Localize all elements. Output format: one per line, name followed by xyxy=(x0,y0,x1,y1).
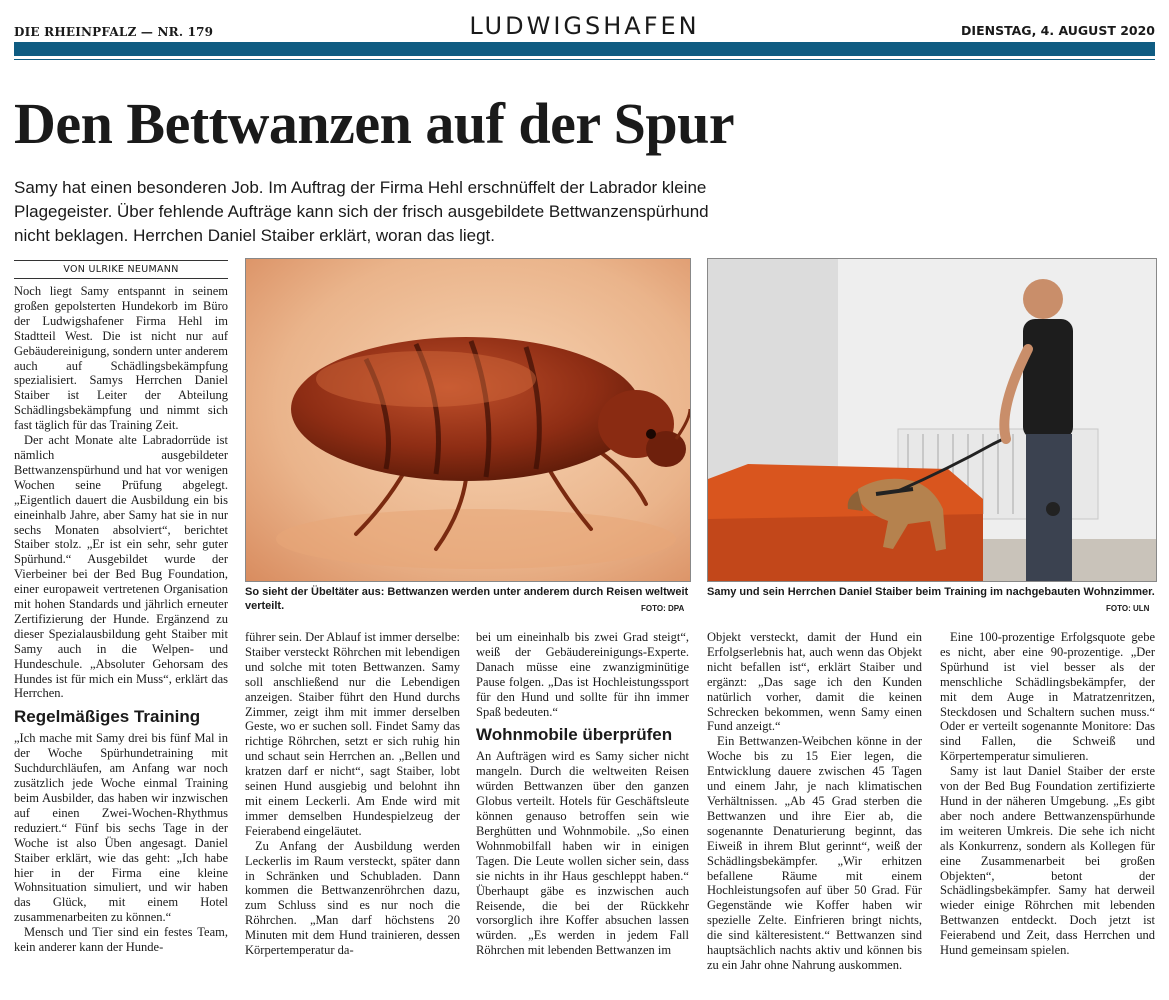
paragraph: Objekt versteckt, damit der Hund ein Erfolgserlebnis hat, auch wenn das Objekt nicht befallen ist“, erklärt Staiber und ergänzt: „Das sage ich den Kunden natürlich vorher, damit die keinen Schrecken bekommen, wenn Samy einen Fund anzeigt.“ xyxy=(707,630,922,734)
column-2 xyxy=(245,630,460,985)
paragraph: An Aufträgen wird es Samy sicher nicht mangeln. Durch die weltweiten Reisen würden Bettwanzen über den ganzen Globus verteilt. Hotels für Geschäftsleute können genauso betroffen sein wie Berghütten und Wohnmobile. „So einen Wohnmobilfall haben wir in einigen Tagen. Die Leute wollen sicher sein, dass sie nichts in ihr Haus geschleppt haben.“ Überhaupt gäbe es inzwischen auch Reisende, die bei der Rückkehr vorsorglich ihre Koffer absuchen lassen würden. „Es werden in jedem Fall Röhrchen mit lebenden Bettwanzen im xyxy=(476,749,689,958)
subheading-training: Regelmäßiges Training xyxy=(14,707,201,727)
column-5 xyxy=(940,630,1155,985)
paragraph: „Ich mache mit Samy drei bis fünf Mal in der Woche Spürhundetraining mit Suchdurchläufen, am Anfang war noch zusätzlich jede Woche einmal Training beim Ausbilder, das haben wir inzwischen auf einen Zwei-Wochen-Rhythmus reduziert.“ Fünf bis sechs Tage in der Woche ist also Üben angesagt. Daniel Staiber erklärt, wie das geht: „Ich habe hier in der Firma eine kleine Wohnsituation simuliert, und wir haben das Glück, mit einem Hotel zusammenarbeiten zu können.“ xyxy=(14,731,228,925)
masthead-rule xyxy=(14,59,1155,60)
article-lead: Samy hat einen besonderen Job. Im Auftrag der Firma Hehl erschnüffelt der Labrador kleine Plagegeister. Über fehlende Aufträge kann sich der frisch ausgebildete Bettwanzenspürhund nicht beklagen. Herrchen Daniel Staiber erklärt, woran das liegt. xyxy=(14,178,709,245)
dog-training-photo xyxy=(707,258,1157,582)
subheading-motorhomes: Wohnmobile überprüfen xyxy=(476,725,673,745)
masthead-bar xyxy=(14,42,1155,56)
bedbug-photo xyxy=(245,258,691,582)
article-headline: Den Bettwanzen auf der Spur xyxy=(14,91,735,156)
paragraph: Ein Bettwanzen-Weibchen könne in der Woche bis zu 15 Eier legen, die Entwicklung dauere zwischen 45 Tagen und einem Jahr, je nach klimatischen Verhältnissen. „Ab 45 Grad sterben die Bettwanzen und ihre Eier ab, die sogenannte Denaturierung beginnt, das Eiweiß in ihrem Blut gerinnt“, weiß der Schädlingsbekämpfer. „Wir erhitzen befallene Räume mit einem Hochleistungsofen auf über 50 Grad. Für Gegenstände wie Koffer haben wir spezielle Zelte. Einfrieren bringt nichts, die sind kälteresistent.“ Bettwanzen sind hauptsächlich nachts aktiv und können bis zu ein Jahr ohne Nahrung auskommen. xyxy=(707,734,922,972)
paragraph: bei um eineinhalb bis zwei Grad steigt“, weiß der Gebäudereinigungs-Experte. Danach müsse eine zwanzigminütige Pause folgen. „Das ist Hochleistungssport für den Hund und sollte für ihn immer Spaß bedeuten.“ xyxy=(476,630,689,719)
paragraph: Noch liegt Samy entspannt in seinem großen gepolsterten Hundekorb im Büro der Ludwigshafener Firma Hehl im Stadtteil West. Die ist nicht nur auf Gebäudereinigung, sondern unter anderem auch auf Schädlingsbekämpfung spezialisiert. Samys Herrchen Daniel Staiber ist Leiter der Abteilung Schädlingsbekämpfung und nimmt sich fast täglich für das Training Zeit. xyxy=(14,284,228,433)
bedbug-photo-credit: FOTO: DPA xyxy=(641,604,685,613)
bedbug-illustration xyxy=(246,259,690,581)
section-title: LUDWIGSHAFEN xyxy=(469,12,700,40)
paragraph: führer sein. Der Ablauf ist immer derselbe: Staiber versteckt Röhrchen mit lebendigen und solche mit toten Bettwanzen. Samy soll anschließend nur die Lebendigen anzeigen. Staiber führt den Hund durchs Zimmer, zeigt ihm mit immer derselben Geste, wo er suchen soll. Findet Samy das richtige Röhrchen, setzt er sich ruhig hin und schaut sein Herrchen an. „Bellen und kratzen darf er nicht“, sagt Staiber, lobt seinen Hund ausgiebig und belohnt ihn mit einem Leckerli. Am Ende wird mit immer demselben Hundespielzeug der Feierabend eingeläutet. xyxy=(245,630,460,838)
paragraph: Samy ist laut Daniel Staiber der erste von der Bed Bug Foundation zertifizierte Hund in der näheren Umgebung. „Es gibt aber noch andere Bettwanzenspürhunde im weiteren Umkreis. Die sehe ich nicht als Konkurrenz, sondern als Kollegen für eine Zusammenarbeit bei großen Objekten“, betont der Schädlingsbekämpfer. Samy hat derweil wieder einige Röhrchen mit lebenden Bettwanzen entdeckt. Doch jetzt ist Feierabend und Zeit, dass Herrchen und Hund gemeinsam spielen. xyxy=(940,764,1155,958)
masthead-paper-name: DIE RHEINPFALZ — NR. 179 xyxy=(14,25,214,39)
paragraph: Der acht Monate alte Labradorrüde ist nämlich ausgebildeter Bettwanzenspürhund und hat vor wenigen Wochen seine Prüfung abgelegt. „Eigentlich dauert die Ausbildung ein bis eineinhalb Jahre, aber Samy hat sie in nur sechs Monaten absolviert“, berichtet Staiber stolz. „Er ist ein sehr, sehr guter Spürhund.“ Ausgebildet wurde der Vierbeiner bei der Bed Bug Foundation, einer europaweit vertretenen Organisation mit hohen Standards und jährlich erneuter Zertifizierung der Hunde. Ergänzend zu dieser Spezialausbildung geht Staiber mit Samy auch in die Welpen- und Hundeschule. „Absoluter Gehorsam des Hundes ist für mich ein Muss“, erklärt das Herrchen. xyxy=(14,433,228,701)
column-4 xyxy=(707,630,922,985)
column-1 xyxy=(14,284,228,984)
byline: VON ULRIKE NEUMANN xyxy=(14,260,228,279)
dog-photo-credit: FOTO: ULN xyxy=(1106,604,1150,613)
bedbug-photo-caption: So sieht der Übeltäter aus: Bettwanzen werden unter anderem durch Reisen weltweit verteilt. xyxy=(245,586,689,612)
dog-photo-caption: Samy und sein Herrchen Daniel Staiber beim Training im nachgebauten Wohnzimmer. xyxy=(707,586,1155,598)
dog-training-illustration xyxy=(708,259,1156,581)
paragraph: Zu Anfang der Ausbildung werden Leckerlis im Raum versteckt, später dann in Schränken und Schubladen. Dann kommen die Bettwanzenröhrchen dazu, zum Schluss sind es nur noch die Röhrchen. „Man darf höchstens 20 Minuten mit dem Hund trainieren, dessen Körpertemperatur da- xyxy=(245,838,460,958)
paragraph: Eine 100-prozentige Erfolgsquote gebe es nicht, aber eine 90-prozentige. „Der Spürhund ist viel besser als der menschliche Schädlingsbekämpfer, der mit dem Auge in Matratzenritzen, Steckdosen und Schaltern suchen muss.“ Oder er verteilt sogenannte Monitore: Das sind Fallen, die Schweiß und Körpertemperatur simulieren. xyxy=(940,630,1155,764)
column-3 xyxy=(476,630,689,985)
issue-date: DIENSTAG, 4. AUGUST 2020 xyxy=(961,23,1155,38)
paragraph: Mensch und Tier sind ein festes Team, kein anderer kann der Hunde- xyxy=(14,925,228,955)
